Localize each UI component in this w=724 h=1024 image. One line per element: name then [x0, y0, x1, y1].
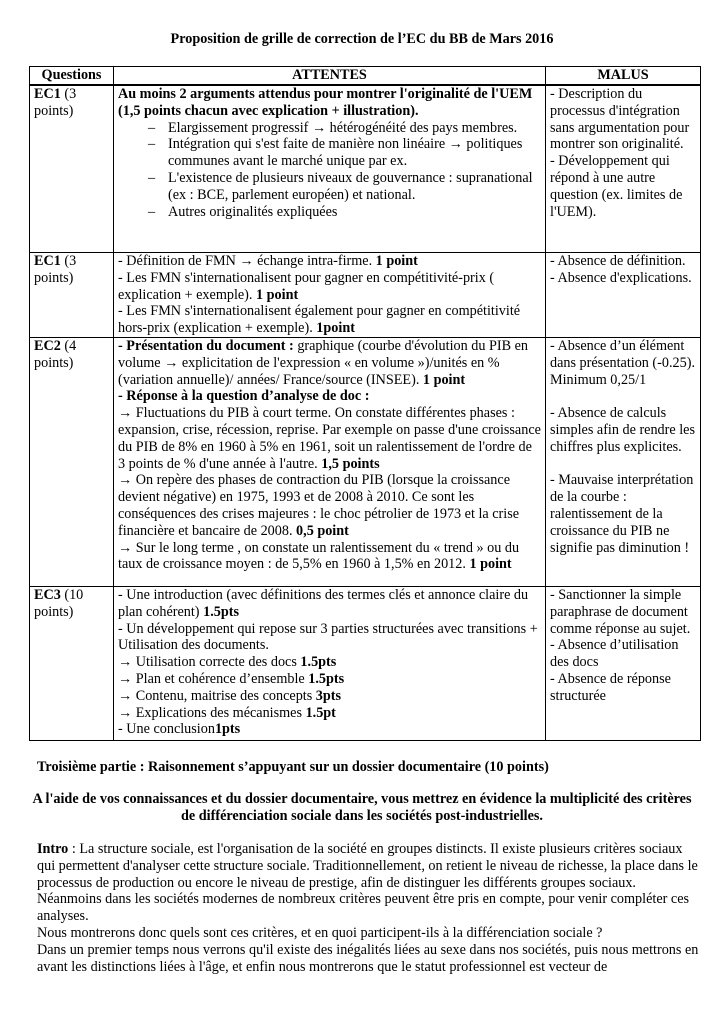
question-points: (3 points) [34, 86, 77, 119]
attentes-line [118, 688, 542, 705]
bullet-text: Elargissement progressif → hétérogénéité des pays membres. [168, 119, 518, 136]
part-title: Troisième partie : Raisonnement s’appuyant sur un dossier documentaire (10 points) [37, 759, 549, 775]
attentes-line [118, 705, 542, 722]
attentes-line [118, 472, 542, 539]
spacer [550, 456, 697, 473]
question-code: EC1 [34, 86, 61, 102]
list-item [148, 136, 542, 170]
line-points: 1point [316, 320, 355, 337]
line-points: 1.5pts [300, 654, 337, 671]
malus-item: - Absence de calculs simples afin de rendre les chiffres plus explicites. [550, 405, 695, 455]
line-text: - Définition de FMN → échange intra-firme. [118, 253, 376, 269]
attentes-line [118, 654, 542, 671]
line-text: → Explications des mécanismes [118, 704, 306, 721]
table-row [30, 586, 701, 740]
list-item [148, 120, 542, 137]
intro-section [37, 841, 699, 975]
malus-item: - Sanctionner la simple paraphrase de document comme réponse au sujet. [550, 586, 691, 637]
header-attentes: ATTENTES [114, 67, 546, 86]
dash-bullet-icon: – [148, 169, 156, 186]
table-row [30, 337, 701, 586]
question-points: (10 points) [34, 586, 84, 620]
question-code: EC1 [34, 253, 61, 269]
table-header-row [30, 67, 701, 86]
line-text: → Contenu, maitrise des concepts [118, 687, 316, 704]
attentes-bullet-list [118, 120, 542, 221]
line-points: 1 point [256, 286, 299, 303]
bullet-text: L'existence de plusieurs niveaux de gouvernance : supranational (ex : BCE, parlement européen) et national. [168, 169, 533, 203]
attentes-line [118, 540, 542, 574]
attentes-cell [114, 253, 546, 338]
question-cell [30, 337, 114, 586]
line-text: - Les FMN s'internationalisent également pour gagner en compétitivité hors-prix (explication + exemple). [118, 303, 521, 337]
header-malus: MALUS [546, 67, 701, 86]
dash-bullet-icon: – [148, 119, 156, 136]
intro-text: : La structure sociale, est l'organisation de la société en groupes distincts. Il existe plusieurs critères sociaux qui permettent d'analyser cette structure sociale. Traditionnellement, on retient le niveau de richesse, la place dans le processus de production ou encore le niveau de prestige, afin de distinguer les différents groupes sociaux. Néanmoins dans les sociétés modernes de nombreux critères peuvent être pris en compte, pour venir compléter ces analyses. [37, 841, 698, 925]
presentation-points: 1 point [422, 371, 466, 388]
malus-cell [546, 253, 701, 338]
attentes-line [118, 405, 542, 472]
line-points: 1 point [375, 253, 418, 269]
problematic-paragraph: Nous montrerons donc quels sont ces critères, et en quoi participent-ils à la différenciation sociale ? [37, 924, 603, 941]
attentes-cell [114, 586, 546, 740]
attentes-line [118, 253, 542, 270]
question-code: EC3 [34, 586, 61, 603]
line-text: - Une introduction (avec définitions des termes clés et annonce claire du plan cohérent) [118, 586, 529, 620]
line-text: → Utilisation correcte des docs [118, 654, 301, 671]
presentation-label: - Présentation du document : [118, 337, 294, 354]
malus-cell [546, 337, 701, 586]
line-text: → Sur le long terme , on constate un ralentissement du « trend » ou du taux de croissance moyen : de 5,5% en 1960 à 1,5% en 2012. [118, 539, 520, 573]
attentes-line [118, 721, 542, 738]
question-points: (3 points) [34, 253, 77, 286]
attentes-line [118, 621, 542, 655]
line-text: - Un développement qui repose sur 3 parties structurées avec transitions + Utilisation des documents. [118, 620, 538, 654]
attentes-line [118, 303, 542, 337]
header-questions: Questions [30, 67, 114, 86]
question-cell [30, 85, 114, 253]
spacer [550, 388, 697, 405]
attentes-line [118, 587, 542, 621]
line-text: → Plan et cohérence d’ensemble [118, 670, 309, 687]
question-code: EC2 [34, 337, 61, 354]
intro-label: Intro [37, 841, 69, 857]
malus-item: - Absence d’utilisation des docs [550, 637, 679, 671]
document-title: Proposition de grille de correction de l’EC du BB de Mars 2016 [170, 31, 554, 47]
list-item [148, 204, 542, 221]
list-item [148, 170, 542, 204]
malus-item: - Absence d’un élément dans présentation (-0.25). Minimum 0,25/1 [550, 337, 695, 388]
plan-paragraph: Dans un premier temps nous verrons qu'il existe des inégalités liées au sexe dans nos sociétés, puis nous mettrons en avant les distinctions liées à l'âge, et enfin nous montrerons que le statut professionnel est vecteur de [37, 941, 699, 975]
question-points: (4 points) [34, 337, 77, 371]
attentes-line [118, 270, 542, 304]
attentes-cell [114, 85, 546, 253]
correction-grid-table [29, 66, 701, 741]
line-points: 3pts [315, 687, 342, 704]
bullet-text: Intégration qui s'est faite de manière non linéaire → politiques communes avant le marché unique par ex. [168, 136, 523, 170]
presentation-text: graphique (courbe d'évolution du PIB en volume → explicitation de l'expression « en volume »)/unités en % (variation annuelle)/ années/ France/source (INSEE). [118, 337, 528, 388]
line-points: 0,5 point [296, 522, 349, 539]
question-cell [30, 253, 114, 338]
line-text: → On repère des phases de contraction du PIB (lorsque la croissance devient négative) en 1975, 1993 et de 2008 à 2010. Ce sont les conséquences des crises majeures : le choc pétrolier de 1973 et la crise financière et bancaire de 2008. [118, 472, 520, 539]
table-row [30, 85, 701, 253]
malus-cell [546, 586, 701, 740]
line-points: 1.5pts [203, 603, 239, 620]
malus-item: - Description du processus d'intégration sans argumentation pour montrer son originalité. [550, 86, 690, 153]
line-points: 1,5 points [321, 455, 380, 472]
presentation-block [118, 338, 542, 388]
line-text: → Fluctuations du PIB à court terme. On constate différentes phases : expansion, crise, récession, reprise. Par exemple on passe d'une croissance du PIB de 8% en 1960 à 5% en 1961, soit un ralentissement de l'ordre de 3 points de % d'une année à l'autre. [118, 405, 541, 472]
attentes-line [118, 671, 542, 688]
line-text: - Les FMN s'internationalisent pour gagner en compétitivité-prix ( explication + exemple). [118, 269, 495, 303]
essay-question: A l'aide de vos connaissances et du dossier documentaire, vous mettrez en évidence la multiplicité des critères de différenciation sociale dans les sociétés post-industrielles. [32, 791, 692, 824]
line-points: 1 point [469, 556, 512, 573]
malus-cell [546, 85, 701, 253]
malus-item: - Absence d'explications. [550, 269, 692, 286]
dash-bullet-icon: – [148, 136, 156, 153]
table-row [30, 253, 701, 338]
line-text: - Une conclusion [118, 721, 215, 738]
malus-item: - Absence de définition. [550, 253, 686, 269]
attentes-intro: Au moins 2 arguments attendus pour montrer l'originalité de l'UEM (1,5 points chacun avec explication + illustration). [118, 86, 533, 119]
malus-item: - Absence de réponse structurée [550, 670, 671, 704]
malus-item: - Mauvaise interprétation de la courbe : ralentissement de la croissance du PIB ne signifie pas diminution ! [550, 472, 694, 556]
intro-paragraph [37, 841, 699, 925]
reponse-label: - Réponse à la question d’analyse de doc : [118, 388, 370, 405]
line-points: 1.5pt [305, 704, 336, 721]
line-points: 1.5pts [308, 670, 345, 687]
dash-bullet-icon: – [148, 203, 156, 220]
bullet-text: Autres originalités expliquées [168, 203, 338, 220]
line-points: 1pts [214, 721, 241, 738]
malus-item: - Développement qui répond à une autre question (ex. limites de l'UEM). [550, 153, 683, 220]
attentes-cell [114, 337, 546, 586]
question-cell [30, 586, 114, 740]
